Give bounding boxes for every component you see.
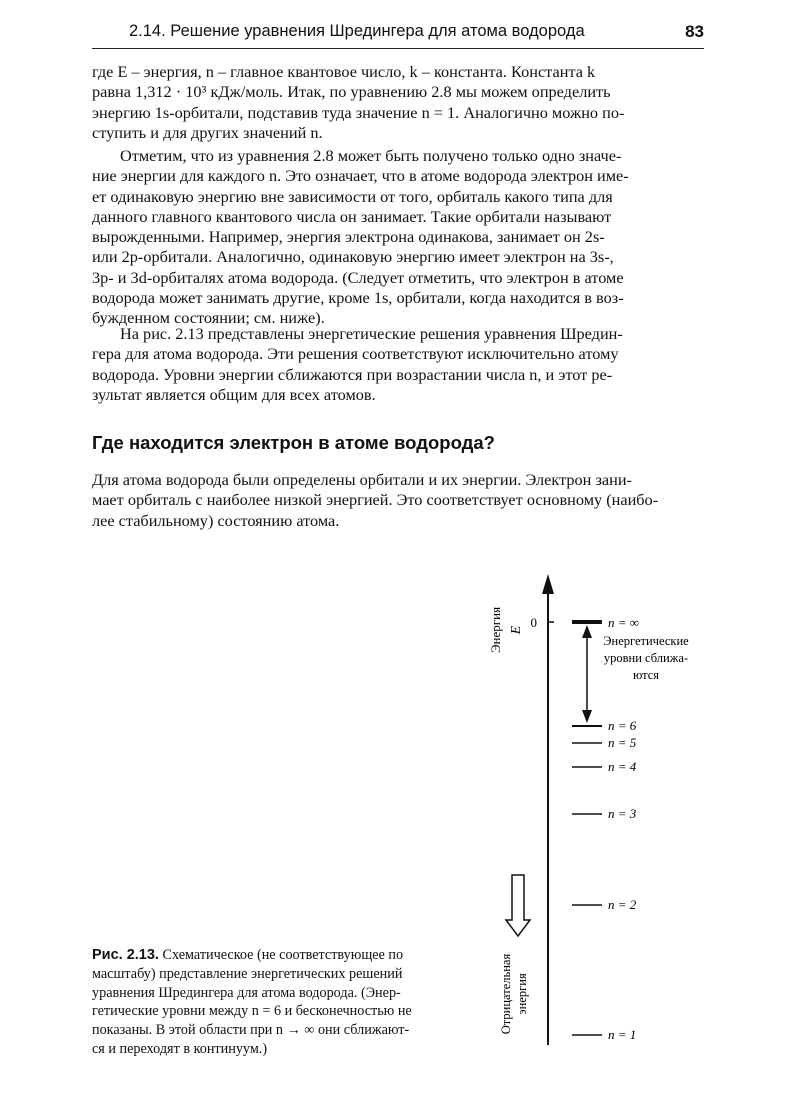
figure-caption: [92, 946, 470, 1059]
level-label-6: n = 6: [608, 718, 637, 733]
text-line: бужденном состоянии; см. ниже).: [92, 308, 325, 328]
paragraph-4: [92, 470, 704, 531]
axis-label-word: Энергия: [488, 606, 503, 654]
paragraph-2: [92, 146, 704, 329]
text-line: ет одинаковую энергию вне зависимости от того, орбиталь какого типа для: [92, 186, 613, 206]
energy-level-diagram: [480, 570, 700, 1060]
converge-note-line: уровни сближа-: [603, 651, 689, 665]
converge-note-line: Энергетические: [603, 634, 689, 648]
section-heading: Где находится электрон в атоме водорода?: [92, 432, 495, 453]
caption-line: показаны. В этой области при n → ∞ они сближают-: [92, 1022, 410, 1039]
text-line: водорода может занимать другие, кроме 1s, орбитали, когда находится в воз-: [92, 288, 624, 308]
caption-text: Схематическое (не соответствующее по: [162, 947, 404, 963]
arrow-up-icon: [582, 625, 592, 638]
axis-arrowhead-icon: [542, 574, 554, 594]
text-line: где E – энергия, n – главное квантовое число, k – константа. Константа k: [92, 62, 596, 81]
text-line: равна 1,312 · 10³ кДж/моль. Итак, по уравнению 2.8 мы можем определить: [92, 82, 611, 102]
caption-line: [92, 946, 470, 965]
paragraph-1: [92, 62, 704, 143]
text-line: 3p- и 3d-орбиталях атома водорода. (Следует отметить, что электрон в атоме: [92, 267, 624, 287]
level-label-1: n = 1: [608, 1027, 637, 1042]
text-line: гера для атома водорода. Эти решения соответствуют исключительно атому: [92, 344, 619, 364]
caption-line: уравнения Шредингера для атома водорода. (Энер-: [92, 984, 401, 1001]
arrow-down-icon: [582, 710, 592, 723]
text-line: энергию 1s-орбитали, подставив туда значение n = 1. Аналогично можно по-: [92, 102, 625, 122]
caption-line: гетические уровни между n = 6 и бесконечностью не: [92, 1003, 412, 1020]
page-number: 83: [685, 22, 704, 41]
running-title: 2.14. Решение уравнения Шредингера для атома водорода: [129, 22, 585, 40]
text-line: водорода. Уровни энергии сближаются при возрастании числа n, и этот ре-: [92, 364, 613, 384]
text-line: Для атома водорода были определены орбитали и их энергии. Электрон зани-: [92, 470, 632, 489]
level-label-3: n = 3: [608, 806, 637, 821]
running-head: [129, 22, 704, 46]
text-line: ние энергии для каждого n. Это означает, что в атоме водорода электрон име-: [92, 166, 629, 186]
text-line: На рис. 2.13 представлены энергетические решения уравнения Шредин-: [120, 324, 623, 343]
text-line: мает орбиталь с наиболее низкой энергией. Это соответствует основному (наибо-: [92, 490, 659, 510]
level-label-inf: n = ∞: [608, 615, 640, 630]
paragraph-3: [92, 324, 704, 405]
caption-line: масштабу) представление энергетических решений: [92, 965, 403, 982]
text-line: ступить и для других значений n.: [92, 122, 323, 142]
level-label-2: n = 2: [608, 897, 637, 912]
converge-note-line: ются: [632, 668, 660, 682]
caption-line: ся и переходят в континуум.): [92, 1040, 268, 1057]
header-rule: [92, 48, 704, 49]
text-line: данного главного квантового числа он занимает. Такие орбитали называют: [92, 206, 612, 226]
caption-label: Рис. 2.13.: [92, 947, 159, 963]
text-line: Отметим, что из уравнения 2.8 может быть получено только одно значе-: [120, 146, 622, 165]
text-line: зультат является общим для всех атомов.: [92, 384, 376, 404]
level-label-5: n = 5: [608, 735, 637, 750]
zero-tick-label: 0: [530, 615, 537, 630]
text-line: вырожденными. Например, энергия электрона одинакова, занимает он 2s-: [92, 227, 605, 247]
negative-energy-label: Отрицательная: [499, 953, 513, 1035]
text-line: лее стабильному) состоянию атома.: [92, 510, 340, 530]
hollow-down-arrow-icon: [506, 875, 530, 936]
level-label-4: n = 4: [608, 759, 637, 774]
text-line: или 2p-орбитали. Аналогично, одинаковую энергию имеет электрон на 3s-,: [92, 247, 614, 267]
negative-energy-label: энергия: [515, 973, 529, 1015]
axis-label-symbol: E: [509, 625, 524, 635]
